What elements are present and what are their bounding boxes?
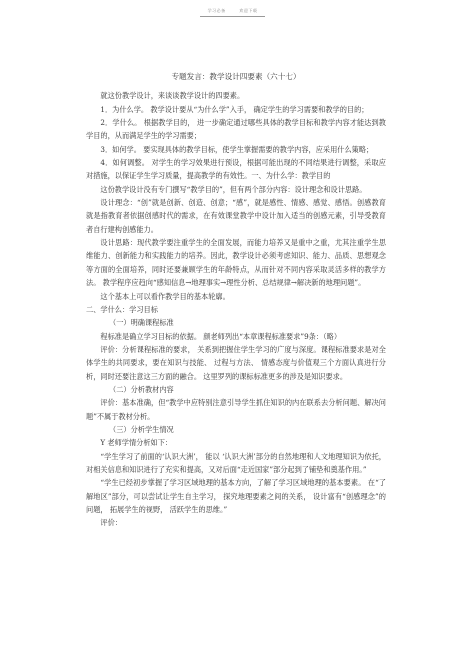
paragraph-standards-review: 评价：分析课程标准的要求， 关系到把握住学生学习的广度与深度。课程标准要求是对全体学生的共同要求，要在知识与技能、 过程与方法、 情感态度与价值观三个方面认真进行分析，同时还要注意这三方面的融合。 这里罗列的课标标准更多的涉及是知识要求。: [86, 344, 386, 381]
paragraph-what: 2．学什么。 根据教学目的， 进一步确定通过哪些具体的教学目标和教学内容才能达到教学目的，从而满足学生的学习需要；: [86, 118, 386, 141]
page-header: [0, 8, 465, 14]
paragraph-concept: 设计理念：“创”就是创新、创造、创意；“感”，就是感性、情感、感觉、感悟。创感教育就是指教育者依据创感时代的需求，在有效课堂教学中设计加入适当的创感元素，引导受教育者自行建构创感能力。: [86, 198, 386, 234]
header-rule: [200, 16, 265, 17]
paragraph-approach: 设计思路：现代教学要注重学生的全面发展，而能力培养又是重中之重，尤其注重学生思维能力、创新能力和实践能力的培养。因此，教学设计必须考虑知识、能力、品质、思想观念等方面的全面培养，同时还要兼顾学生的年龄特点，从而针对不同内容采取灵活多样的教学方法。 教学程序应趋向“感知信息→地理事实→理性分析、总结规律→解决新的地理问题”。: [86, 238, 386, 288]
quote-students-1: “学生学习了前面的‘认识大洲’， 能以 ‘认识大洲’部分的自然地理和人文地理知识为依托，对相关信息和知识进行了充实和提高，又对后面“走近国家”部分起到了铺垫和奠基作用。”: [86, 451, 386, 474]
paragraph-how: 3．如何学。 要实现具体的教学目标，使学生掌握需要的教学内容，应采用什么策略；: [100, 144, 374, 154]
subheading-materials: （二）分析教材内容: [109, 384, 174, 394]
quote-students-2: “学生已经初步掌握了学习区域地理的基本方向，了解了学习区域地理的基本要素。 在“了解地区”部分，可以尝试让学生自主学习， 探究地理要素之间的关系， 设计富有“创感理念”的问题， 拓展学生的视野， 活跃学生的思维。”: [86, 478, 386, 514]
paragraph-adjust: 4．如何调整。 对学生的学习效果进行预设，根据可能出现的不同结果进行调整，采取应对措施，以保证学生学习质量，提高教学的有效性。一、为什么学：教学目的: [86, 158, 386, 181]
document-body: [86, 70, 386, 530]
document-title: 专题发言：教学设计四要素（六十七）: [171, 72, 301, 81]
paragraph-intro: 就这份教学设计，来谈谈教学设计的四要素。: [100, 91, 245, 101]
paragraph-review-label: 评价：: [100, 518, 122, 528]
subheading-standards: （一）明确课程标准: [109, 318, 174, 328]
paragraph-why: 1．为什么学。 教学设计要从“为什么学”入手， 确定学生的学习需要和教学的目的；: [100, 104, 369, 114]
paragraph-purpose: 这份教学设计没有专门撰写“教学目的”，但有两个部分内容：设计理念和设计思路。: [100, 184, 367, 194]
paragraph-outline: 这个基本上可以看作教学目的基本轮廓。: [100, 291, 230, 301]
subheading-students: （三）分析学生情况: [109, 424, 174, 434]
header-right-text: 欢迎下载: [239, 8, 258, 13]
paragraph-students-intro: Y 老师学情分析如下：: [100, 438, 173, 448]
paragraph-standards: 程标准是确立学习目标的依据。 颜老师列出“本章课程标准要求”9条：（略）: [100, 331, 342, 341]
header-left-text: 学习必备: [207, 8, 226, 13]
section-heading-what: 二、学什么：学习目标: [86, 304, 158, 314]
paragraph-materials-review: 评价：基本准确，但“教学中应特别注意引导学生抓住知识的内在联系去分析问题、解决问题”不属于教材分析。: [86, 398, 386, 421]
